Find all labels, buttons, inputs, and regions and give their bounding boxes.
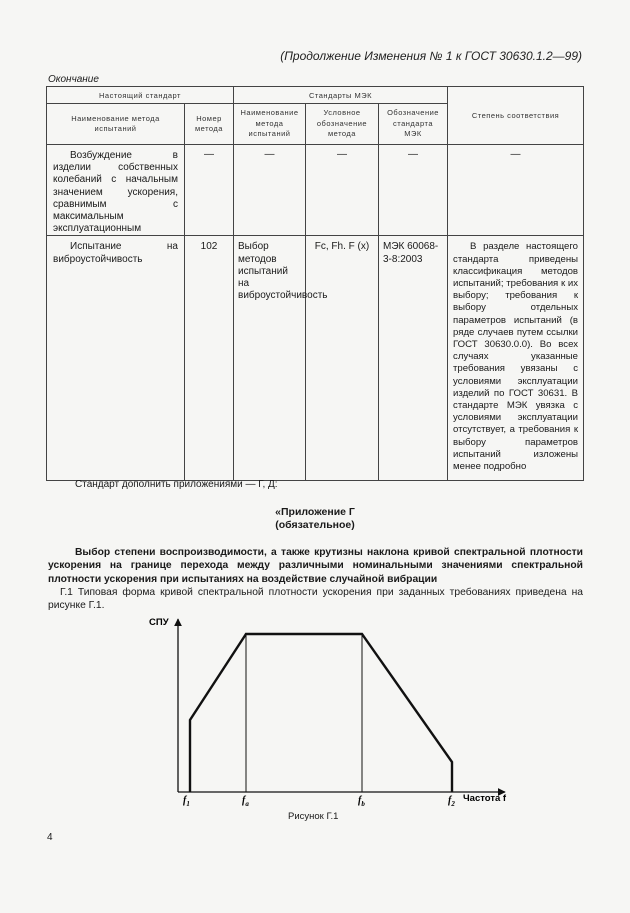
tick-fa: $f_a$ xyxy=(242,795,249,808)
group-header-current: Настоящий стандарт xyxy=(47,87,234,104)
iec-symbol-cell: Fc, Fh. F (x) xyxy=(314,241,370,253)
iec-symbol-cell: — xyxy=(337,149,347,160)
group-header-iec: Стандарты МЭК xyxy=(234,87,448,104)
psd-curve xyxy=(190,634,452,792)
header-method-name: Наименование метода испытаний xyxy=(47,104,185,145)
method-number-cell: — xyxy=(204,149,214,160)
figure-caption: Рисунок Г.1 xyxy=(288,811,339,822)
x-axis-label: Частота f xyxy=(463,793,507,804)
header-method-number: Номер метода xyxy=(185,104,234,145)
method-name-cell: Испытание на виброустойчивость xyxy=(53,241,178,265)
y-axis-label: СПУ xyxy=(149,617,169,628)
supplement-note: Стандарт дополнить приложениями — Г, Д: xyxy=(75,479,278,490)
appendix-status: (обязательное) xyxy=(275,519,355,531)
appendix-title: «Приложение Г xyxy=(275,506,355,518)
header-iec-standard: Обозначение стандарта МЭК xyxy=(379,104,448,145)
paragraph-g1: Г.1 Типовая форма кривой спектральной плотности ускорения при заданных требованиях приведена на рисунке Г.1. xyxy=(48,587,583,612)
correspondence-cell: В разделе настоящего стандарта приведены классификация методов испытаний; требования к их выбору; требования к выбору отдельных параметров испытаний (в ряде случаев путем ссылки ГОСТ 30630.0.0). Во всех случаях указанные требования увязаны с условиями эксплуатации изделий по ГОСТ 30631. В стандарте МЭК увязка с условиями эксплуатации отсутствует, а требования к выбору параметров испытаний изложены менее подробно xyxy=(453,241,579,473)
iec-standard-cell: МЭК 60068-3-8:2003 xyxy=(383,241,439,265)
header-iec-symbol: Условное обозначение метода xyxy=(306,104,379,145)
tick-f2: $f_2$ xyxy=(448,795,455,808)
page-number: 4 xyxy=(47,832,53,843)
tick-fb: $f_b$ xyxy=(358,795,365,808)
iec-method-name-cell: Выбор методов испытаний на виброустойчивость xyxy=(238,241,328,302)
section-title: Выбор степени воспроизводимости, а также крутизны наклона кривой спектральной плотности ускорения на границе перехода между различными номинальными значениями спектральной плотности ускорения при испытаниях на воздействие случайной вибрации xyxy=(48,547,583,585)
tick-f1: $f_1$ xyxy=(183,795,190,808)
table-caption: Окончание xyxy=(48,74,99,85)
iec-method-name-cell: — xyxy=(264,149,275,160)
method-number-cell: 102 xyxy=(200,241,218,253)
method-name-cell: Возбуждение в изделии собственных колебаний с начальным значением ускорения, сравнимым с максимальным эксплуатационным xyxy=(53,150,178,235)
header-correspondence: Степень соответствия xyxy=(448,87,584,145)
iec-standard-cell: — xyxy=(408,149,419,160)
page-header: (Продолжение Изменения № 1 к ГОСТ 30630.1.2—99) xyxy=(280,49,582,63)
header-iec-method-name: Наименование метода испытаний xyxy=(234,104,306,145)
correspondence-cell: — xyxy=(510,149,521,160)
